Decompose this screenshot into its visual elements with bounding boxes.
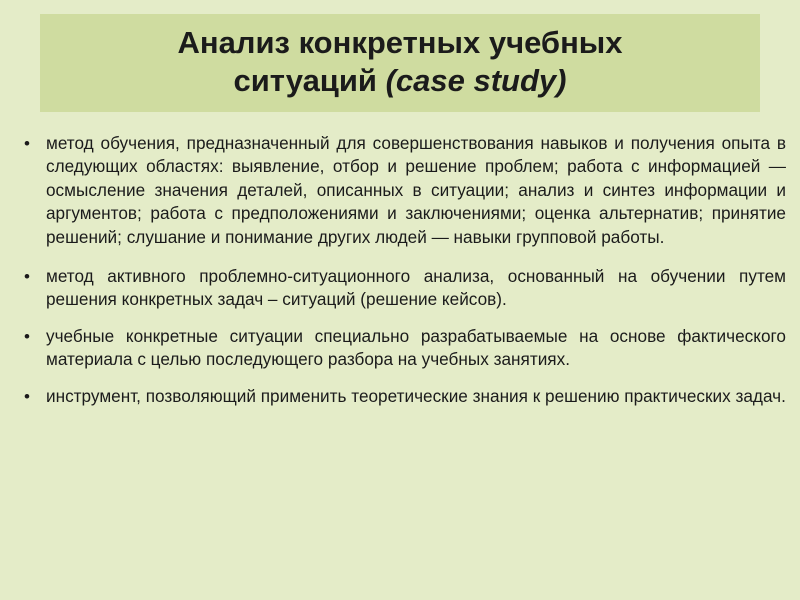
title-line-1: Анализ конкретных учебных xyxy=(177,25,623,60)
list-item-text: учебные конкретные ситуации специально разрабатываемые на основе фактического материала с целью последующего разбора на учебных занятиях. xyxy=(46,325,786,370)
title-line-2-plain: ситуаций xyxy=(233,62,386,98)
page-title xyxy=(50,24,750,100)
bullet-marker-icon: • xyxy=(24,326,30,346)
slide-body xyxy=(18,132,786,421)
list-item xyxy=(18,385,786,408)
list-item-text: инструмент, позволяющий применить теоретические знания к решению практических задач. xyxy=(46,385,786,406)
list-item-text: метод активного проблемно-ситуационного анализа, основанный на обучении путем решения конкретных задач – ситуаций (решение кейсов). xyxy=(46,265,786,310)
list-item xyxy=(18,132,786,249)
bullet-marker-icon: • xyxy=(24,266,30,286)
bullet-marker-icon: • xyxy=(24,386,30,406)
list-item xyxy=(18,265,786,312)
bullet-list xyxy=(18,132,786,408)
title-line-2-italic: (case study) xyxy=(385,62,567,98)
list-item xyxy=(18,325,786,372)
slide-title-banner xyxy=(40,14,760,112)
bullet-marker-icon: • xyxy=(24,134,30,153)
list-item-text: метод обучения, предназначенный для совершенствования навыков и получения опыта в следующих областях: выявление, отбор и решение проблем; работа с информацией — осмысление значения деталей, описанных в ситуации; анализ и синтез информации и аргументов; работа с предположениями и заключениями; оценка альтернатив; принятие решений; слушание и понимание других людей — навыки групповой работы. xyxy=(46,133,786,247)
